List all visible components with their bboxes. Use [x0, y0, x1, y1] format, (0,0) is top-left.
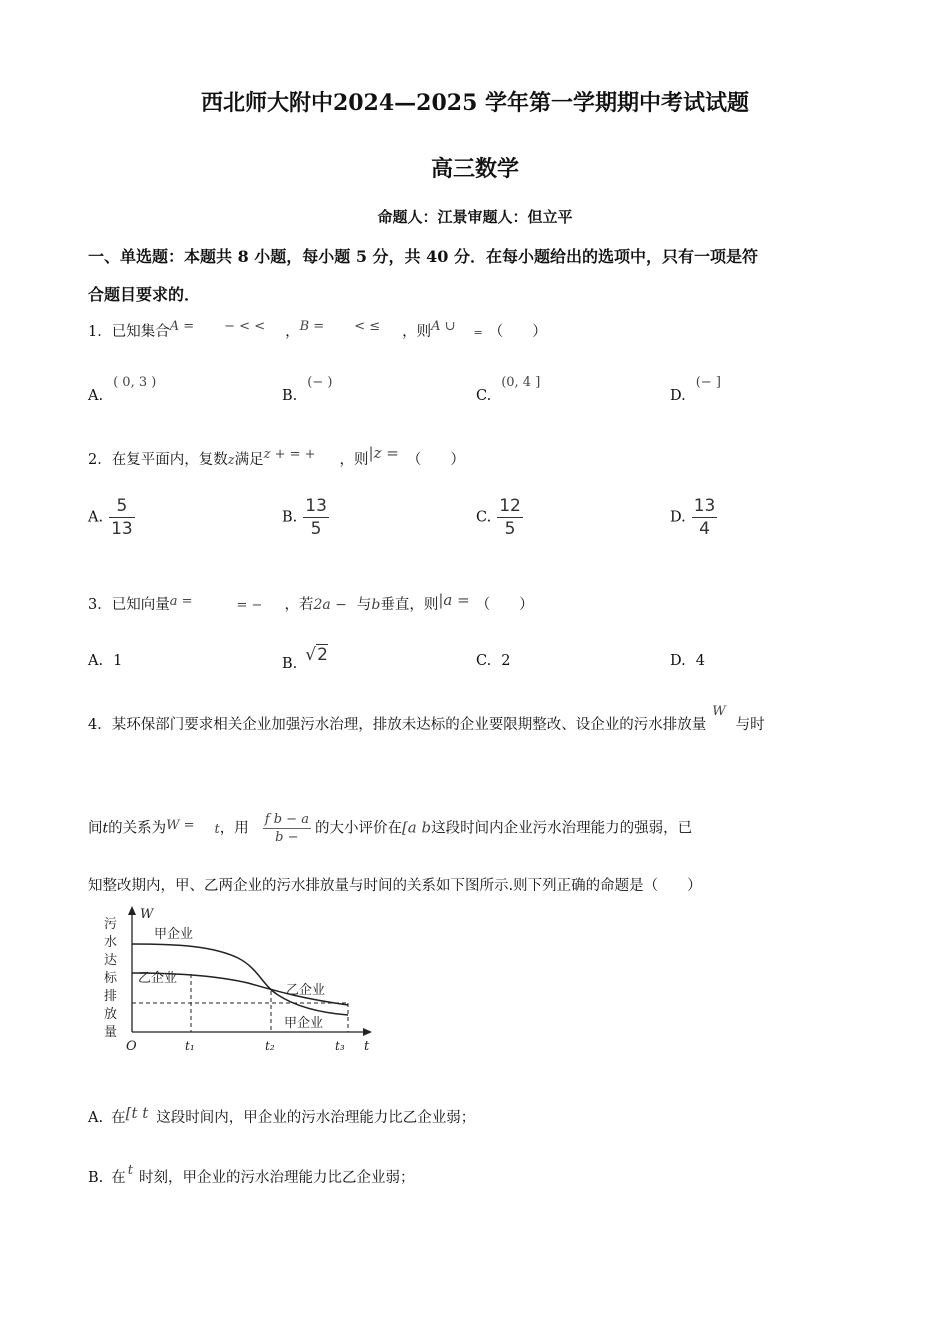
q1-comma: ，: [285, 324, 300, 340]
option-value: (− ]: [695, 375, 721, 390]
q1-set-a: A =: [169, 319, 195, 334]
denominator: b −: [263, 828, 311, 845]
q3-vec-body: = −: [236, 598, 263, 613]
q4-text-2e: 这段时间内企业污水治理能力的强弱，已: [431, 820, 693, 837]
option-label: D.: [670, 653, 686, 669]
q3-option-a: [88, 653, 122, 669]
option-t: t: [127, 1163, 133, 1178]
q3-prefix: 3．已知向量: [88, 597, 170, 613]
label-jia-bottom: 甲企业: [284, 1016, 324, 1031]
y-axis-title-char: 污: [104, 917, 118, 932]
q4-text-2d: 的大小评价在: [314, 820, 402, 837]
q3-cond: 2a −: [313, 597, 347, 613]
q3-paren: （ ）: [475, 597, 534, 613]
origin-label: O: [126, 1039, 137, 1054]
q1-union: A ∪: [431, 319, 456, 334]
numerator: 13: [693, 496, 716, 516]
q2-abs: |z =: [368, 444, 399, 462]
denominator: 5: [497, 517, 523, 539]
q4-interval: [a b: [401, 818, 432, 837]
q2-expr: z + = +: [263, 447, 316, 462]
q1-set-b: B =: [299, 319, 325, 334]
q2-mid1: 满足: [234, 452, 264, 468]
fraction: [692, 496, 718, 539]
denominator: 13: [111, 519, 133, 539]
q2-option-d: [670, 496, 717, 539]
question-1: [88, 320, 547, 341]
option-label: C.: [476, 653, 492, 669]
tick-t1: t₁: [185, 1039, 195, 1053]
q1-prefix: 1．已知集合: [88, 324, 170, 340]
q4-text-2b: 的关系为: [108, 820, 167, 837]
q3-mid1: ，若: [284, 597, 314, 613]
q1-eq: =: [473, 326, 483, 339]
option-value: 4: [695, 653, 705, 669]
q2-paren: （ ）: [406, 452, 465, 468]
q3-option-b: [282, 645, 328, 673]
q4-option-b: [88, 1163, 415, 1187]
option-value: 2: [501, 653, 511, 669]
numerator: 5: [116, 496, 128, 516]
x-axis-arrow: [363, 1028, 372, 1036]
option-text: 这段时间内，甲企业的污水治理能力比乙企业弱；: [156, 1110, 476, 1126]
section-heading-line1: 一、单选题：本题共 8 小题，每小题 5 分，共 40 分．在每小题给出的选项中，只有一项是符: [88, 247, 758, 266]
q4-t: t: [102, 820, 109, 837]
q2-option-c: [476, 496, 523, 539]
question-4-line1: [88, 704, 765, 734]
emission-graph: [98, 902, 388, 1062]
option-label: B.: [282, 509, 298, 526]
q4-text-1: 4．某环保部门要求相关企业加强污水治理，排放未达标的企业要限期整改、设企业的污水排放量: [88, 717, 707, 733]
option-label: B.: [282, 388, 298, 404]
page-title: 西北师大附中2024—2025 学年第一学期期中考试试题: [200, 90, 750, 116]
y-axis-title-char: 量: [104, 1025, 118, 1040]
denominator: 5: [303, 517, 329, 539]
q3-mid2: 与: [356, 597, 372, 613]
question-4-line2: [88, 812, 692, 845]
question-3: [88, 593, 534, 614]
option-label: B.: [88, 1170, 104, 1186]
fraction: [303, 496, 329, 539]
q3-b: b: [371, 597, 381, 613]
label-jia-top: 甲企业: [154, 927, 194, 942]
option-pre: 在: [111, 1170, 126, 1186]
q2-option-a: [88, 496, 135, 539]
q3-option-d: [670, 653, 705, 669]
q3-abs: |a =: [438, 591, 470, 609]
question-2: [88, 444, 465, 469]
option-label: A.: [88, 1110, 104, 1126]
q2-var: z: [227, 453, 235, 468]
y-axis-title-char: 达: [104, 953, 118, 968]
option-value: (0, 4 ]: [501, 375, 541, 390]
x-axis-label: t: [364, 1039, 370, 1054]
option-value: ( 0, 3 ): [113, 375, 157, 390]
tick-t3: t₃: [335, 1039, 345, 1053]
label-yi-top: 乙企业: [138, 971, 178, 986]
sqrt-value: √2: [305, 645, 328, 665]
y-axis-title-char: 放: [104, 1007, 118, 1022]
option-interval: [t t: [125, 1104, 149, 1122]
label-yi-bottom: 乙企业: [286, 983, 326, 998]
option-label: B.: [282, 656, 298, 672]
q4-option-a: [88, 1106, 475, 1127]
question-4-line3: 知整改期内，甲、乙两企业的污水排放量与时间的关系如下图所示.则下列正确的命题是（ ）: [88, 878, 702, 894]
numerator: 13: [305, 496, 327, 516]
q4-w-eq: W =: [166, 817, 195, 833]
q1-option-a: [88, 375, 157, 404]
q1-option-b: [282, 375, 333, 404]
radicand: 2: [317, 645, 328, 665]
option-text: 时刻，甲企业的污水治理能力比乙企业弱；: [139, 1170, 415, 1186]
fraction: [497, 496, 523, 539]
q1-option-d: [670, 375, 721, 404]
option-value: 1: [113, 653, 123, 669]
numerator: 12: [499, 496, 521, 516]
option-pre: 在: [111, 1110, 126, 1126]
option-label: D.: [670, 388, 686, 404]
y-axis-label: W: [140, 907, 154, 922]
q3-option-c: [476, 653, 510, 669]
y-axis-title-char: 标: [104, 971, 118, 986]
option-label: C.: [476, 509, 492, 526]
q1-paren: （ ）: [488, 324, 547, 340]
y-axis-arrow: [128, 906, 136, 915]
option-label: A.: [88, 509, 104, 526]
q4-fraction: [263, 812, 311, 845]
q4-w: W: [712, 704, 726, 719]
q4-text-2a: 间: [88, 820, 103, 837]
q1-then: ，则: [402, 324, 432, 340]
denominator: 4: [692, 517, 718, 539]
q2-mid2: ，则: [339, 452, 369, 468]
option-label: C.: [476, 388, 492, 404]
q4-text-1-end: 与时: [735, 717, 765, 733]
y-axis-title-char: 排: [104, 989, 118, 1004]
page-subtitle: 高三数学: [430, 156, 519, 182]
q1-set-b-body: < ≤: [354, 319, 381, 334]
q2-option-b: [282, 496, 329, 539]
q4-text-2c: ，用: [219, 820, 249, 837]
section-heading-line2: 合题目要求的．: [88, 285, 201, 304]
fraction: [109, 496, 135, 539]
option-label: D.: [670, 509, 686, 526]
authors-line: 命题人：江景审题人：但立平: [377, 208, 573, 226]
tick-t2: t₂: [265, 1039, 275, 1053]
q1-option-c: [476, 375, 541, 404]
q4-f-t: t: [214, 821, 220, 837]
q3-mid3: 垂直，则: [380, 597, 439, 613]
option-label: A.: [88, 653, 104, 669]
q2-prefix: 2．在复平面内，复数: [88, 452, 228, 468]
q1-set-a-body: − < <: [224, 319, 266, 334]
y-axis-title: [104, 917, 118, 1040]
q3-vec: a =: [169, 594, 193, 609]
y-axis-title-char: 水: [104, 935, 118, 950]
option-label: A.: [88, 388, 104, 404]
numerator: f b − a: [264, 812, 309, 827]
option-value: (− ): [307, 375, 333, 390]
